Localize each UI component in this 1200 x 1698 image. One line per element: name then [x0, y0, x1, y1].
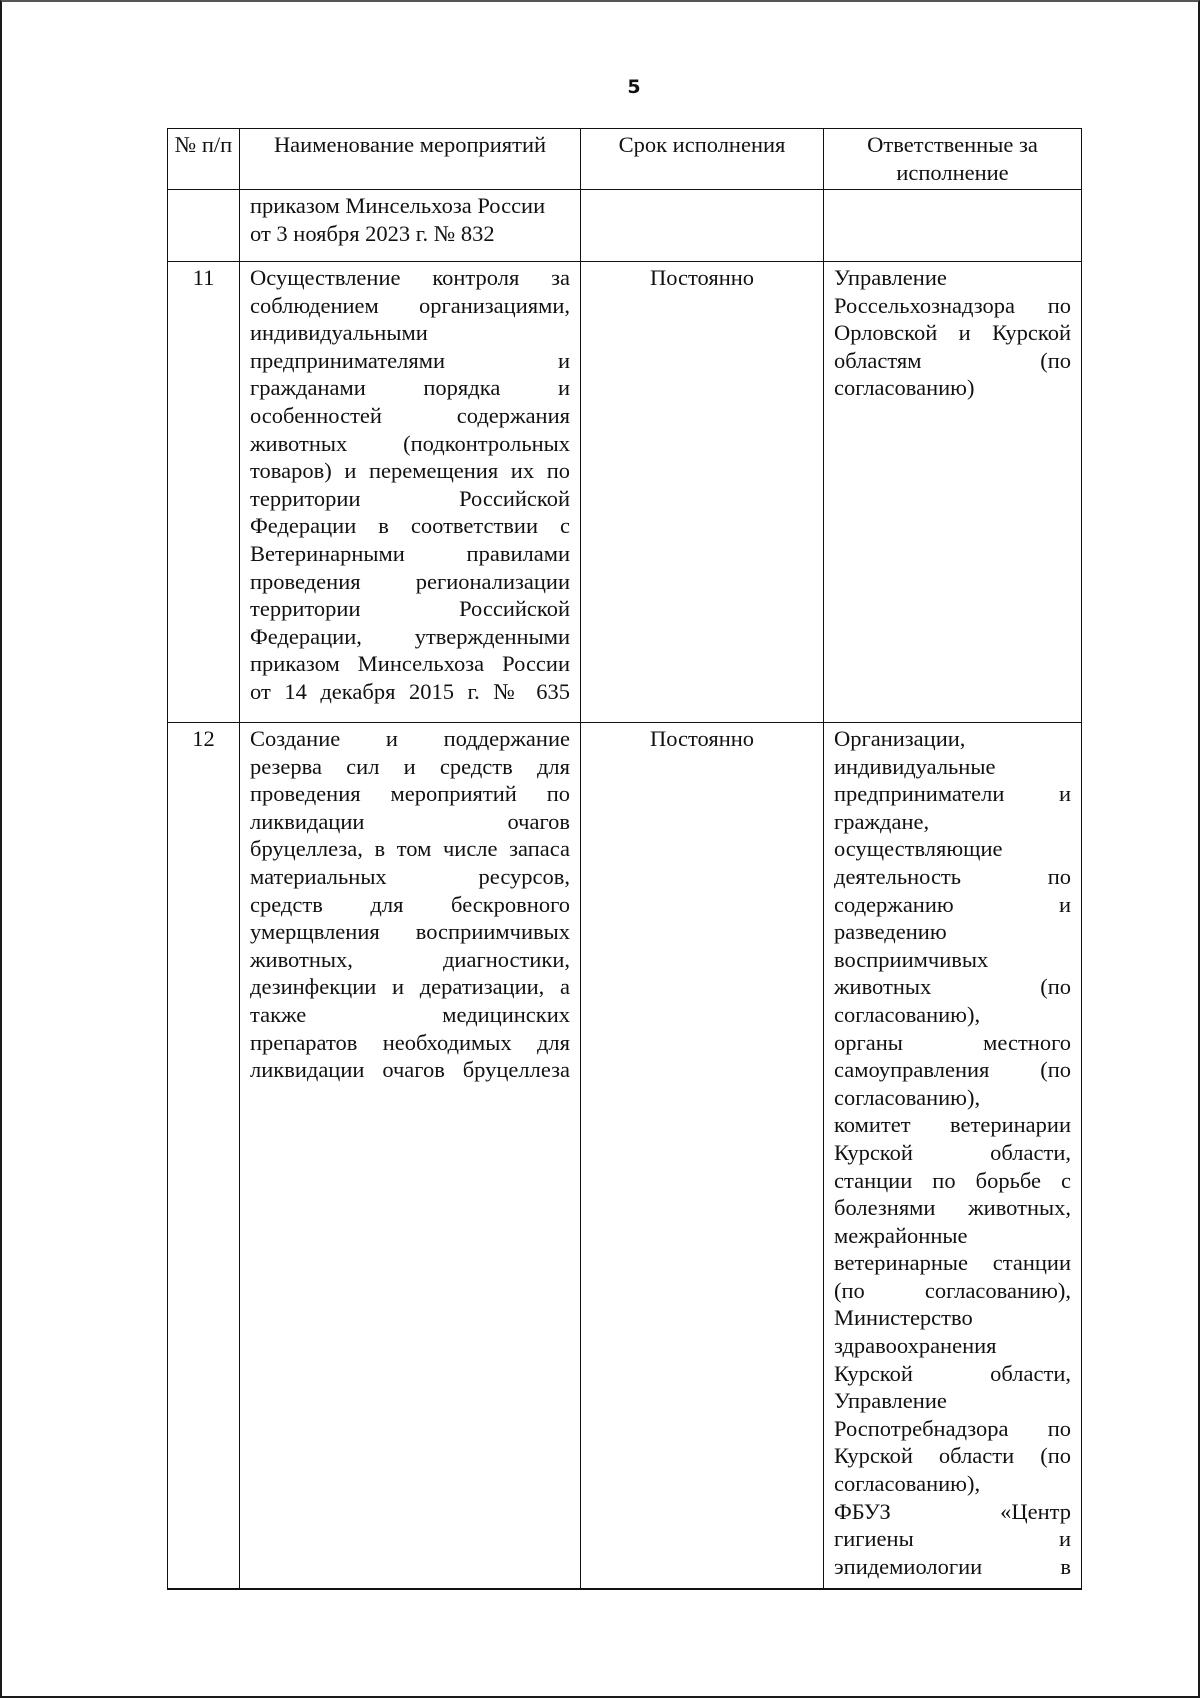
cell-text-line: средств для бескровного	[250, 891, 570, 917]
cell-text-line: разведению	[834, 919, 947, 945]
cell-text-line: Курской области (по	[834, 1443, 1071, 1469]
cell-text-line: здравоохранения	[834, 1333, 997, 1359]
cell-text-line: осуществляющие	[834, 836, 1003, 862]
cell-text-line: самоуправления (по	[834, 1057, 1071, 1083]
cell-text-line: согласованию),	[834, 1084, 981, 1110]
cell-text-line: животных (подконтрольных	[250, 430, 570, 456]
cell-text-line: Россельхознадзора по	[834, 292, 1071, 318]
cell-name-continuation	[240, 190, 581, 262]
cell-text-line: территории Российской	[250, 596, 570, 622]
cell-text-line: Министерство	[834, 1305, 973, 1331]
cell-term: Постоянно	[581, 262, 824, 723]
cell-text-line: Создание и поддержание	[250, 726, 570, 751]
cell-text-line: ФБУЗ «Центр	[834, 1498, 1071, 1524]
cell-text-line: дезинфекции и дератизации, а	[250, 974, 570, 1000]
cell-text-line: гигиены и	[834, 1526, 1071, 1552]
cell-text-line: областям (по	[834, 347, 1071, 373]
cell-text-line: умерщвления восприимчивых	[250, 919, 570, 945]
cell-term: Постоянно	[581, 723, 824, 1590]
cell-text-line: Организации,	[834, 726, 966, 751]
cell-text-line: ликвидации очагов бруцеллеза	[250, 1057, 570, 1083]
cell-text-line: от 14 декабря 2015 г. № 635	[250, 678, 570, 704]
header-responsible: Ответственные за исполнение	[824, 129, 1082, 190]
table-row	[168, 262, 1082, 723]
cell-text-line: Управление	[834, 1388, 947, 1414]
cell-num: 11	[168, 262, 240, 723]
cell-text-line: соблюдением организациями,	[250, 292, 570, 318]
page-number: 5	[627, 76, 641, 98]
cell-text-line: согласованию),	[834, 1001, 981, 1027]
cell-text-line: препаратов необходимых для	[250, 1029, 570, 1055]
cell-text-line: согласованию),	[834, 1471, 981, 1497]
header-name: Наименование мероприятий	[240, 129, 581, 190]
cell-text-line: территории Российской	[250, 485, 570, 511]
cell-text-line: деятельность по	[834, 863, 1071, 889]
cell-text-line: станции по борьбе с	[834, 1167, 1071, 1193]
table-row-continuation	[168, 190, 1082, 262]
cell-text-line: бруцеллеза, в том числе запаса	[250, 836, 570, 862]
cell-responsible-empty	[824, 190, 1082, 262]
cell-num-empty	[168, 190, 240, 262]
cell-text-line: особенностей содержания	[250, 402, 570, 428]
cell-text-line: содержанию и	[834, 891, 1071, 917]
table-header-row	[168, 129, 1082, 190]
cell-name	[240, 723, 581, 1590]
cell-text-line: ликвидации очагов	[250, 808, 570, 834]
cell-text-line: Курской области,	[834, 1360, 1071, 1386]
cell-text-line: граждане,	[834, 808, 930, 834]
cell-text-line: гражданами порядка и	[250, 375, 570, 401]
cell-text-line: от 3 ноября 2023 г. № 832	[250, 220, 495, 246]
cell-text-line: Орловской и Курской	[834, 320, 1071, 346]
cell-responsible	[824, 723, 1082, 1590]
cell-text-line: Управление	[834, 265, 947, 290]
cell-text-line: органы местного	[834, 1029, 1071, 1055]
cell-text-line: индивидуальными	[250, 320, 428, 346]
header-term: Срок исполнения	[581, 129, 824, 190]
cell-text-line: Федерации, утвержденными	[250, 623, 570, 649]
cell-text-line: Курской области,	[834, 1139, 1071, 1165]
cell-text-line: проведения регионализации	[250, 568, 570, 594]
cell-text-line: животных, диагностики,	[250, 946, 570, 972]
cell-text-line: предпринимателями и	[250, 347, 570, 373]
cell-text-line: комитет ветеринарии	[834, 1112, 1071, 1138]
cell-text-line: также медицинских	[250, 1001, 570, 1027]
header-num: № п/п	[168, 129, 240, 190]
table-row	[168, 723, 1082, 1590]
cell-num: 12	[168, 723, 240, 1590]
cell-text-line: эпидемиологии в	[834, 1553, 1071, 1579]
cell-text-line: предприниматели и	[834, 781, 1071, 807]
cell-text-line: согласованию)	[834, 375, 975, 401]
cell-text-line: приказом Минсельхоза России	[250, 651, 570, 677]
cell-name	[240, 262, 581, 723]
cell-text-line: проведения мероприятий по	[250, 781, 570, 807]
cell-text-line: приказом Минсельхоза России	[250, 193, 546, 218]
cell-text-line: Осуществление контроля за	[250, 265, 570, 290]
cell-text-line: индивидуальные	[834, 753, 996, 779]
cell-text-line: ветеринарные станции	[834, 1250, 1071, 1276]
cell-text-line: (по согласованию),	[834, 1277, 1071, 1303]
cell-text-line: Роспотребнадзора по	[834, 1415, 1071, 1441]
cell-term-empty	[581, 190, 824, 262]
measures-table	[167, 128, 1082, 1590]
cell-text-line: Ветеринарными правилами	[250, 540, 570, 566]
cell-text-line: Федерации в соответствии с	[250, 513, 570, 539]
cell-responsible	[824, 262, 1082, 723]
cell-text-line: резерва сил и средств для	[250, 753, 570, 779]
cell-text-line: межрайонные	[834, 1222, 968, 1248]
cell-text-line: болезнями животных,	[834, 1195, 1071, 1221]
cell-text-line: материальных ресурсов,	[250, 863, 570, 889]
cell-text-line: восприимчивых	[834, 946, 989, 972]
cell-text-line: животных (по	[834, 974, 1071, 1000]
cell-text-line: товаров) и перемещения их по	[250, 458, 570, 484]
